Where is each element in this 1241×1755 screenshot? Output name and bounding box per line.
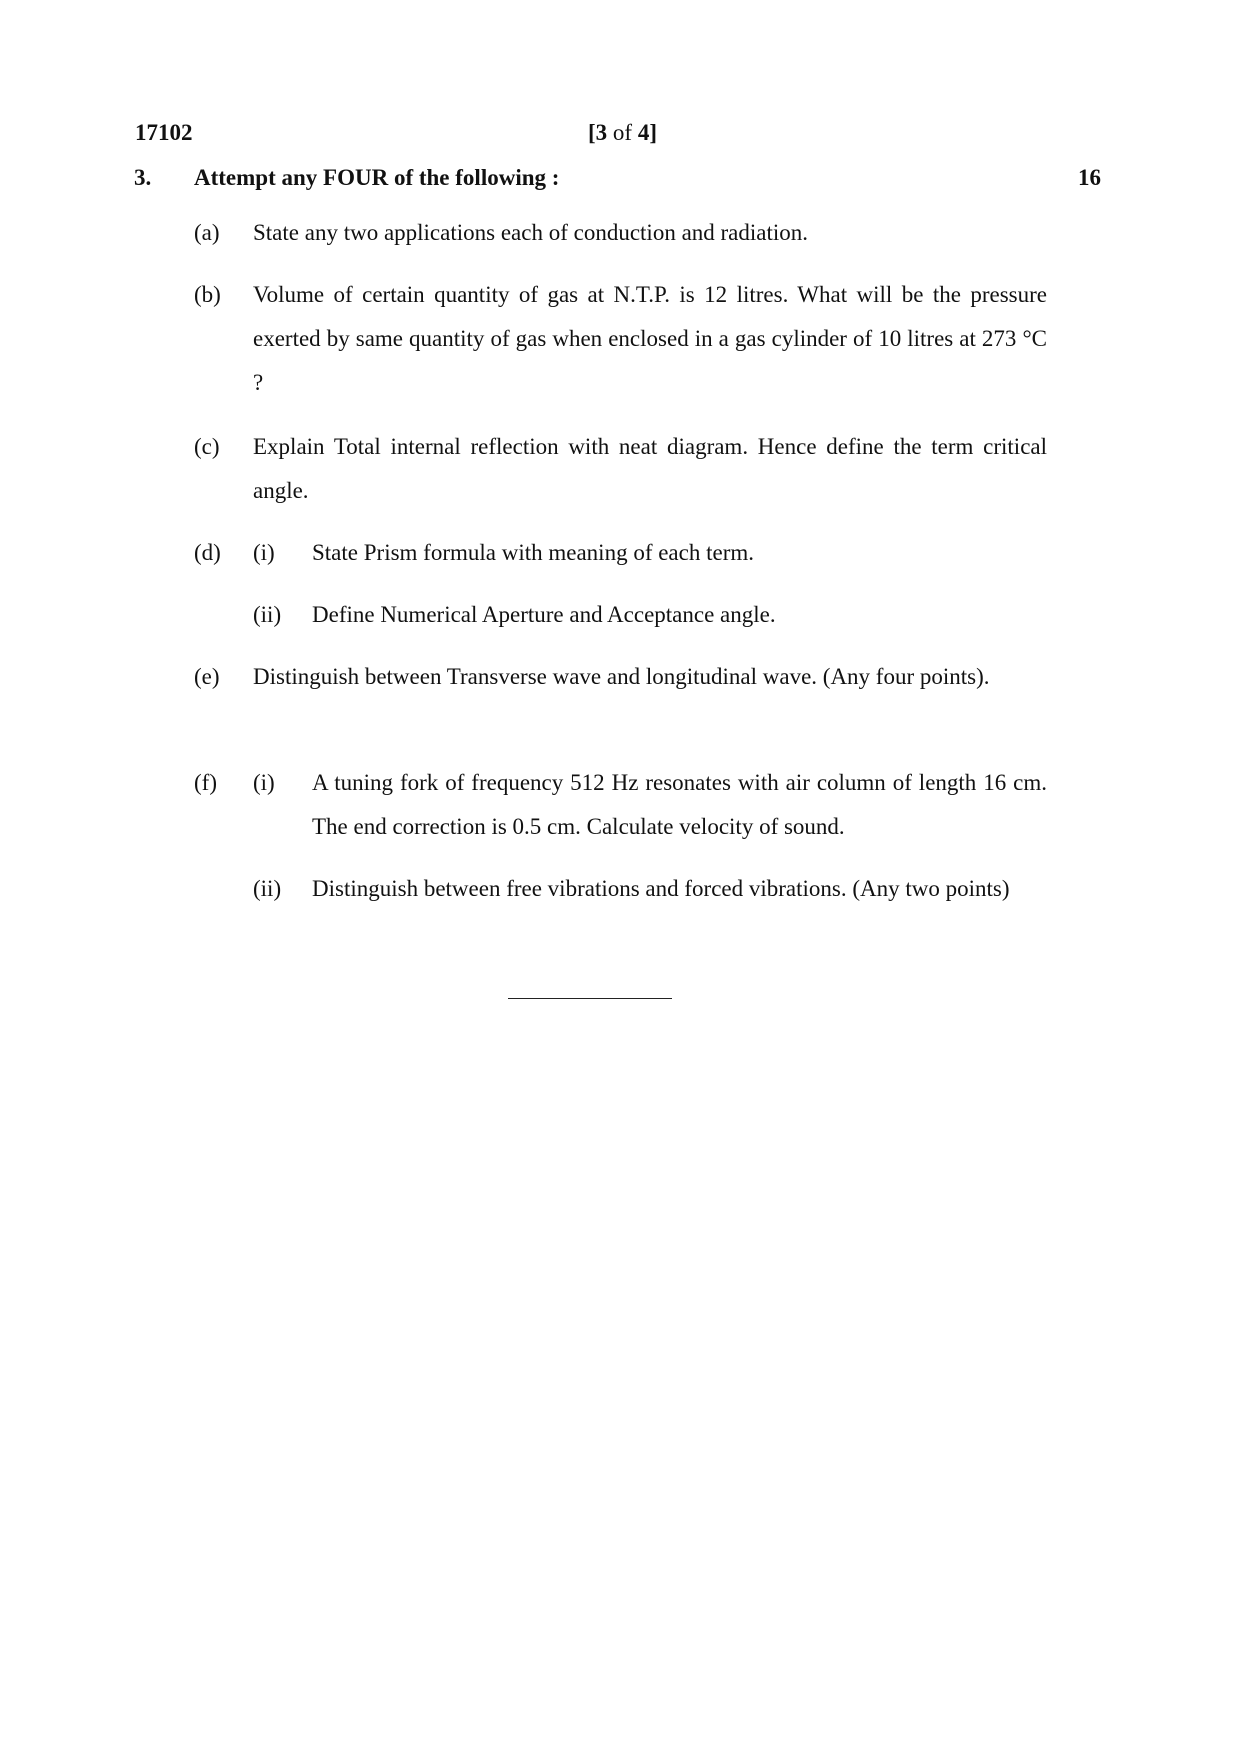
item-label-b: (b) bbox=[194, 282, 221, 307]
end-rule bbox=[508, 998, 672, 999]
item-label-f: (f) bbox=[194, 770, 217, 795]
item-text-a: State any two applications each of conduction and radiation. bbox=[253, 220, 809, 245]
page-suffix: ] bbox=[649, 120, 658, 145]
question-title: Attempt any FOUR of the following : bbox=[194, 165, 560, 190]
page-prefix: [ bbox=[588, 120, 596, 145]
item-text-e: Distinguish between Transverse wave and longitudinal wave. (Any four points). bbox=[253, 664, 990, 689]
page-indicator bbox=[588, 120, 657, 146]
item-label-c: (c) bbox=[194, 434, 220, 459]
question-marks: 16 bbox=[1078, 165, 1101, 190]
item-label-a: (a) bbox=[194, 220, 220, 245]
question-number: 3. bbox=[134, 165, 152, 190]
item-f-sub-text-ii: Distinguish between free vibrations and forced vibrations. (Any two points) bbox=[312, 876, 1010, 901]
item-f-sub-label-i: (i) bbox=[253, 770, 275, 795]
page-of: of bbox=[607, 120, 638, 145]
item-f-sub-text-i: A tuning fork of frequency 512 Hz resonates with air column of length 16 cm. The end correction is 0.5 cm. Calculate velocity of sound. bbox=[312, 770, 1047, 839]
item-d-sub-text-ii: Define Numerical Aperture and Acceptance angle. bbox=[312, 602, 776, 627]
item-d-sub-label-ii: (ii) bbox=[253, 602, 282, 627]
item-text-b: Volume of certain quantity of gas at N.T.P. is 12 litres. What will be the pressure exerted by same quantity of gas when enclosed in a gas cylinder of 10 litres at 273 °C ? bbox=[253, 282, 1047, 395]
item-f-sub-label-ii: (ii) bbox=[253, 876, 282, 901]
item-d-sub-label-i: (i) bbox=[253, 540, 275, 565]
paper-code: 17102 bbox=[135, 120, 193, 145]
item-d-sub-text-i: State Prism formula with meaning of each term. bbox=[312, 540, 754, 565]
item-label-d: (d) bbox=[194, 540, 221, 565]
item-text-c: Explain Total internal reflection with neat diagram. Hence define the term critical angle. bbox=[253, 434, 1047, 503]
page-total: 4 bbox=[637, 120, 650, 145]
page-number: 3 bbox=[595, 120, 608, 145]
item-label-e: (e) bbox=[194, 664, 220, 689]
